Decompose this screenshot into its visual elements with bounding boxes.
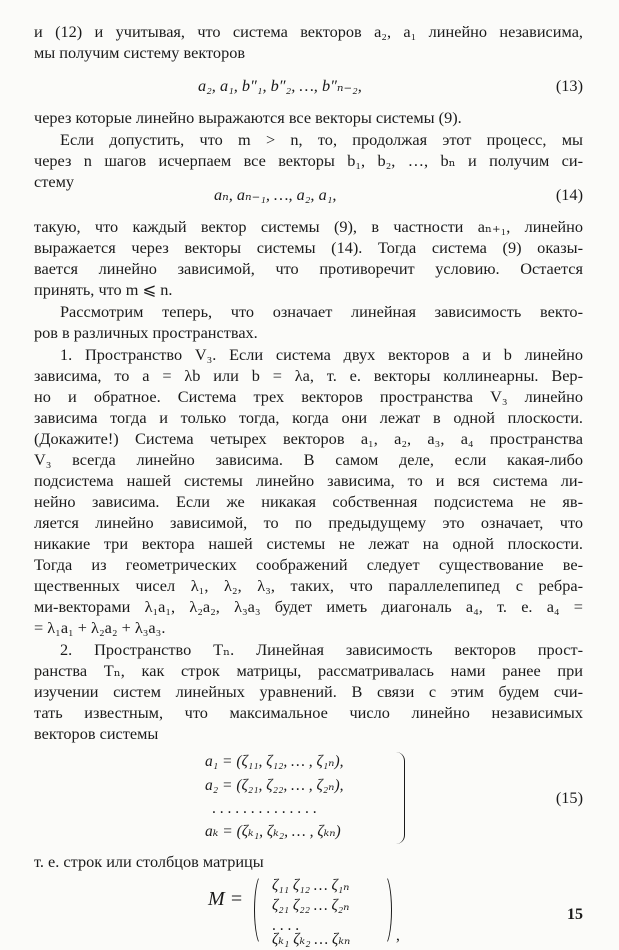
text-line: зависима тогда и только тогда, когда они лежат в одной плоскости. [34, 408, 583, 427]
text-line: выражается через векторы системы (14). Тогда система (9) оказы- [34, 238, 583, 257]
text-line: никакие три вектора нашей системы не лежат на одной плоскости. [34, 534, 583, 553]
text-line: (Докажите!) Система четырех векторов a₁, a₂, a₃, a₄ пространства [34, 429, 583, 448]
text-line: V₃ всегда линейно зависима. В самом деле, если какая-либо [34, 450, 583, 469]
equation-15-number: (15) [555, 788, 583, 807]
text-line: 2. Пространство Tₙ. Линейная зависимость векторов прост- [60, 640, 583, 659]
matrix-trailing-comma: , [396, 927, 400, 944]
text-line: т. е. строк или столбцов матрицы [34, 852, 264, 871]
text-line: принять, что m ⩽ n. [34, 280, 173, 299]
equation-13-number: (13) [555, 76, 583, 95]
text-line: через которые линейно выражаются все векторы системы (9). [34, 108, 462, 127]
text-line: = λ₁a₁ + λ₂a₂ + λ₃a₃. [34, 618, 166, 637]
text-line: зависима, то a = λb или b = λa, т. е. векторы коллинеарны. Вер- [34, 366, 583, 385]
text-line: мы получим систему векторов [34, 43, 246, 62]
text-line: щественных чисел λ₁, λ₂, λ₃, таких, что параллелепипед с ребра- [34, 576, 583, 595]
equation-15-row: a₁ = (ζ₁₁, ζ₁₂, … , ζ₁ₙ), [205, 753, 344, 770]
text-line: подсистема нашей системы линейно зависима, то и вся система ли- [34, 471, 583, 490]
text-line: и (12) и учитывая, что система векторов a₂, a₁ линейно независима, [34, 22, 583, 41]
text-line: через n шагов исчерпаем все векторы b₁, b₂, …, bₙ и получим си- [34, 151, 583, 170]
text-line: ми-векторами λ₁a₁, λ₂a₂, λ₃a₃ будет иметь диагональ a₄, т. е. a₄ = [34, 597, 583, 616]
matrix-label: M = [208, 888, 244, 910]
matrix-row: ζₖ₁ ζₖ₂ … ζₖₙ [272, 931, 351, 948]
matrix-dots: . . . . [272, 917, 300, 934]
text-line: ляется линейно зависимой, то по предыдущему это означает, что [34, 513, 583, 532]
text-line: ров в различных пространствах. [34, 323, 258, 342]
text-line: Тогда из геометрических соображений следует существование ве- [34, 555, 583, 574]
text-line: нейно зависима. Если же никакая собственная подсистема не яв- [34, 492, 583, 511]
text-line: тать известным, что максимальное число линейно независимых [34, 703, 583, 722]
text-line: вается линейно зависимой, что противоречит условию. Остается [34, 259, 583, 278]
text-line: но и обратное. Система трех векторов пространства V₃ линейно [34, 387, 583, 406]
text-line: Если допустить, что m > n, то, продолжая этот процесс, мы [60, 130, 583, 149]
matrix-row: ζ₂₁ ζ₂₂ … ζ₂ₙ [272, 897, 350, 914]
text-line: такую, что каждый вектор системы (9), в частности aₙ₊₁, линейно [34, 217, 583, 236]
equation-14-number: (14) [555, 185, 583, 204]
equation-15-dots: . . . . . . . . . . . . . . [212, 800, 317, 817]
equation-13: a₂, a₁, b″₁, b″₂, …, b″ₙ₋₂, [198, 76, 362, 95]
matrix-row: ζ₁₁ ζ₁₂ … ζ₁ₙ [272, 877, 350, 894]
equation-15-row: aₖ = (ζₖ₁, ζₖ₂, … , ζₖₙ) [205, 823, 341, 840]
equation-15-row: a₂ = (ζ₂₁, ζ₂₂, … , ζ₂ₙ), [205, 777, 344, 794]
right-brace [395, 752, 405, 844]
page-number: 15 [567, 906, 583, 923]
text-line: стему [34, 172, 75, 191]
text-line: 1. Пространство V₃. Если система двух векторов a и b линейно [60, 345, 583, 364]
matrix-right-paren [376, 874, 392, 946]
text-line: Рассмотрим теперь, что означает линейная зависимость векто- [60, 302, 583, 321]
text-line: векторов системы [34, 724, 159, 743]
matrix-left-paren [254, 874, 270, 946]
text-line: ранства Tₙ, как строк матрицы, рассматривалась нами ранее при [34, 661, 583, 680]
text-line: изучении систем линейных уравнений. В связи с этим будем счи- [34, 682, 583, 701]
equation-14: aₙ, aₙ₋₁, …, a₂, a₁, [214, 185, 337, 204]
